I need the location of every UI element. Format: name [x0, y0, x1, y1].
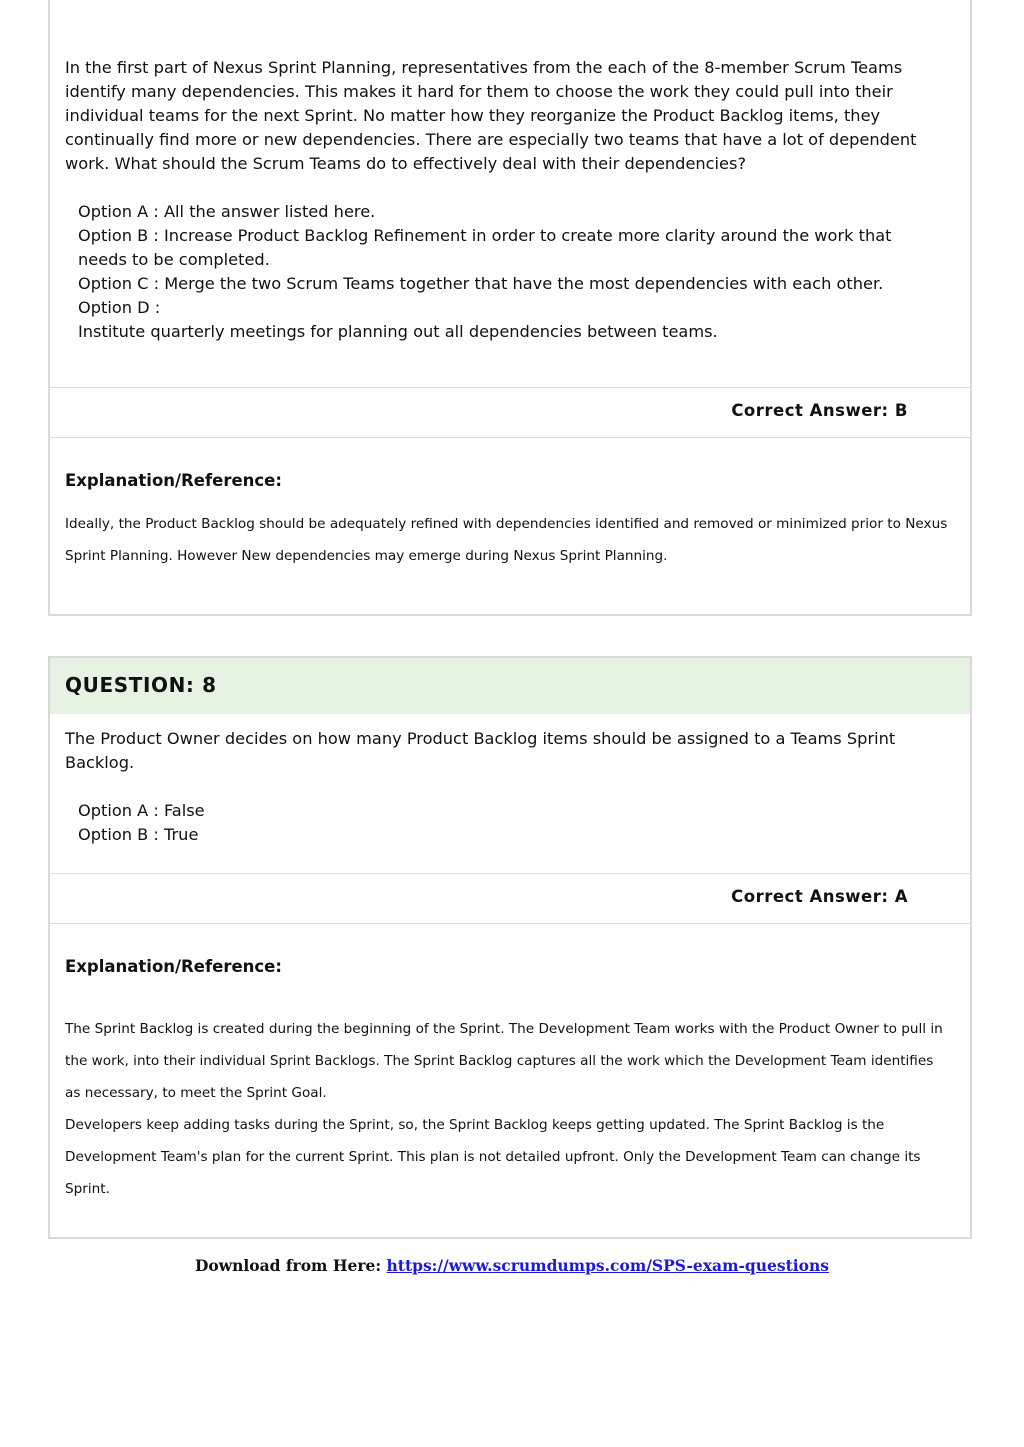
question-8-option-b: Option B : True [78, 825, 199, 844]
question-7-option-b: Option B : Increase Product Backlog Refinement in order to create more clarity around the work that needs to be completed. [78, 226, 892, 269]
question-8-option-a: Option A : False [78, 801, 205, 820]
question-7-option-d-text: Institute quarterly meetings for planning out all dependencies between teams. [78, 322, 718, 341]
question-8-correct-answer [50, 874, 970, 923]
question-8-text: The Product Owner decides on how many Product Backlog items should be assigned to a Teams Sprint Backlog. [65, 729, 896, 772]
question-8-options [50, 775, 970, 847]
correct-answer-label: Correct Answer: [731, 887, 889, 906]
download-label: Download from Here: [194, 1256, 382, 1275]
question-7-option-c: Option C : Merge the two Scrum Teams together that have the most dependencies with each other. [78, 274, 884, 293]
download-footer [0, 1256, 1024, 1275]
correct-answer-label: Correct Answer: [731, 401, 889, 420]
question-8-header: QUESTION: 8 [50, 658, 970, 714]
question-8-explanation-title: Explanation/Reference: [65, 957, 282, 976]
question-7-options [50, 176, 970, 344]
question-7-explanation-title: Explanation/Reference: [65, 471, 282, 490]
correct-answer-value: A [894, 887, 908, 906]
question-8-card [48, 656, 972, 1239]
question-7-text: In the first part of Nexus Sprint Planning, representatives from the each of the 8-member Scrum Teams identify many dependencies. This makes it hard for them to choose the work they could pull into their individual teams for the next Sprint. No matter how they reorganize the Product Backlog items, they continually find more or new dependencies. There are especially two teams that have a lot of dependent work. What should the Scrum Teams do to effectively deal with their dependencies? [65, 58, 917, 173]
question-8-explanation-paragraph-2: Developers keep adding tasks during the Sprint, so, the Sprint Backlog keeps getting updated. The Sprint Backlog is the Development Team's plan for the current Sprint. This plan is not detailed upfront. Only the Development Team can change its Sprint. [65, 1117, 921, 1197]
question-8-explanation-paragraph-1: The Sprint Backlog is created during the beginning of the Sprint. The Development Team works with the Product Owner to pull in the work, into their individual Sprint Backlogs. The Sprint Backlog captures all the work which the Development Team identifies as necessary, to meet the Sprint Goal. [65, 1021, 943, 1101]
question-7-explanation-text: Ideally, the Product Backlog should be adequately refined with dependencies identified and removed or minimized prior to Nexus Sprint Planning. However New dependencies may emerge during Nexus Sprint Planning. [65, 516, 948, 564]
question-7-option-d: Option D : [78, 298, 161, 317]
download-link[interactable]: https://www.scrumdumps.com/SPS-exam-questions [386, 1256, 829, 1275]
question-7-card [48, 0, 972, 616]
correct-answer-value: B [894, 401, 908, 420]
question-7-option-a: Option A : All the answer listed here. [78, 202, 376, 221]
question-7-correct-answer [50, 388, 970, 437]
